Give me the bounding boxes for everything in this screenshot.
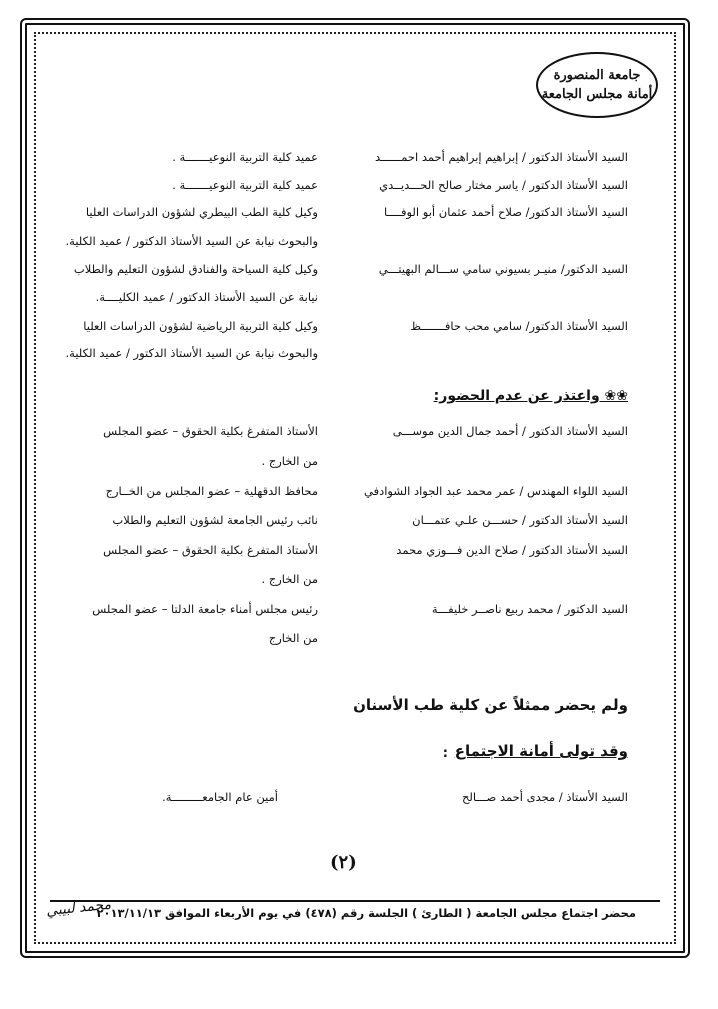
absent-name: السيد الأستاذ الدكتور / أحمد جمال الدين موســـى bbox=[392, 424, 628, 438]
university-seal bbox=[536, 52, 658, 118]
page-number: (٢) bbox=[330, 852, 357, 873]
attendee-role: وكيل كلية التربية الرياضية لشؤون الدراسات العليا bbox=[83, 319, 318, 333]
footer-rule bbox=[50, 900, 660, 902]
secretary-name: السيد الأستاذ / مجدى أحمد صـــالح bbox=[461, 790, 628, 804]
attendee-name: السيد الأستاذ الدكتور / إبراهيم إبراهيم أحمد احمــــــد bbox=[374, 150, 628, 164]
absent-name: السيد اللواء المهندس / عمر محمد عبد الجواد الشوادفي bbox=[364, 484, 628, 498]
absent-role: الأستاذ المتفرغ بكلية الحقوق – عضو المجلس bbox=[103, 424, 318, 438]
absent-role-continued: من الخارج . bbox=[261, 454, 318, 468]
secretary-heading-colon: : bbox=[442, 746, 448, 761]
attendee-role-continued: والبحوث نيابة عن السيد الأستاذ الدكتور / عميد الكلية. bbox=[65, 234, 318, 248]
absent-role-continued: من الخارج bbox=[268, 631, 318, 645]
attendee-role: عميد كلية التربية النوعيـــــــة . bbox=[172, 178, 318, 192]
absent-name: السيد الأستاذ الدكتور / صلاح الدين فـــوزي محمد bbox=[396, 543, 628, 557]
absent-name: السيد الدكتور / محمد ربيع ناصــر خليفـــة bbox=[431, 602, 628, 616]
seal-line-1: جامعة المنصورة bbox=[553, 68, 641, 83]
attendee-role-continued: نيابة عن السيد الأستاذ الدكتور / عميد الكليــــة. bbox=[95, 290, 318, 304]
attendee-role-continued: والبحوث نيابة عن السيد الأستاذ الدكتور / عميد الكلية. bbox=[65, 346, 318, 360]
signature: محمد لبيبي bbox=[45, 896, 112, 920]
attendee-name: السيد الدكتور/ منيـر بسيوني سامي ســـالم البهيتـــي bbox=[378, 262, 628, 276]
absent-role: الأستاذ المتفرغ بكلية الحقوق – عضو المجلس bbox=[103, 543, 318, 557]
absent-role: رئيس مجلس أمناء جامعة الدلتا – عضو المجلس bbox=[92, 602, 318, 616]
absent-heading: ❀❀ واعتذر عن عدم الحضور: bbox=[433, 388, 628, 404]
absent-role: محافظ الدقهلية – عضو المجلس من الخــارج bbox=[105, 484, 318, 498]
absent-name: السيد الأستاذ الدكتور / حســـن علـي عتمـــان bbox=[412, 513, 628, 527]
not-represented-note: ولم يحضر ممثلاً عن كلية طب الأسنان bbox=[353, 696, 628, 714]
attendee-name: السيد الأستاذ الدكتور/ صلاح أحمد عثمان أبو الوفــــا bbox=[383, 205, 628, 219]
attendee-role: عميد كلية التربية النوعيـــــــة . bbox=[172, 150, 318, 164]
attendee-role: وكيل كلية الطب البيطري لشؤون الدراسات العليا bbox=[85, 205, 318, 219]
secretary-role: أمين عام الجامعـــــــــة. bbox=[162, 790, 278, 804]
seal-line-2: أمانة مجلس الجامعة bbox=[541, 87, 653, 102]
attendee-name: السيد الأستاذ الدكتور / ياسر مختار صالح الحـــديــدي bbox=[379, 178, 628, 192]
attendee-role: وكيل كلية السياحة والفنادق لشؤون التعليم والطلاب bbox=[73, 262, 318, 276]
attendee-name: السيد الأستاذ الدكتور/ سامي محب حافـــــــظ bbox=[410, 319, 628, 333]
absent-role-continued: من الخارج . bbox=[261, 572, 318, 586]
footer-text: محضر اجتماع مجلس الجامعة ( الطارئ ) الجلسة رقم (٤٧٨) في يوم الأربعاء الموافق ٢٠١٣/١١/١٣ bbox=[96, 906, 636, 920]
secretary-heading: وقد تولى أمانة الاجتماع bbox=[454, 742, 628, 760]
absent-role: نائب رئيس الجامعة لشؤون التعليم والطلاب bbox=[112, 513, 318, 527]
